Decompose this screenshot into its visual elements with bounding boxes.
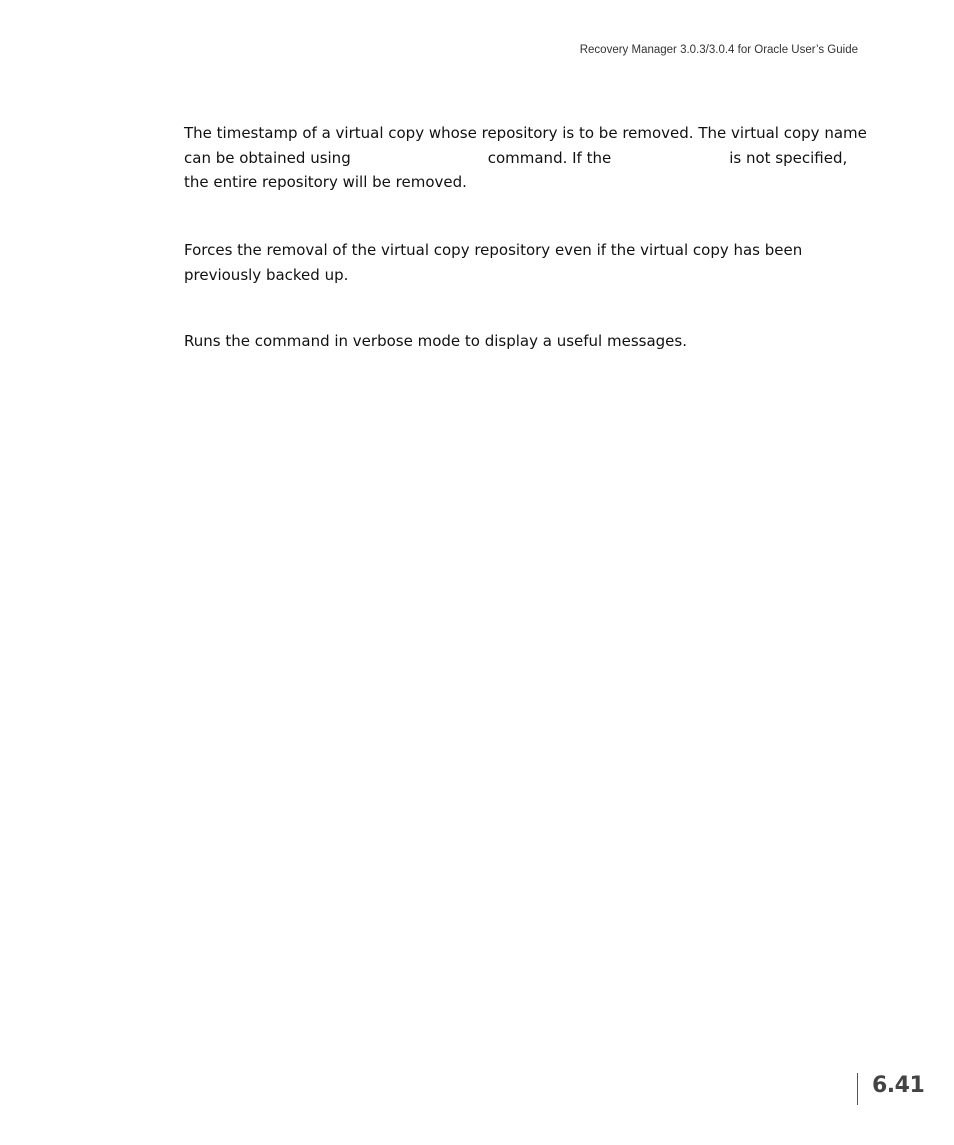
paragraph-line: The timestamp of a virtual copy whose repository is to be removed. The virtual copy name bbox=[184, 124, 867, 142]
text-fragment: can be obtained using bbox=[184, 148, 351, 167]
paragraph-line bbox=[184, 146, 864, 171]
paragraph-line: Runs the command in verbose mode to display a useful messages. bbox=[184, 332, 687, 350]
timestamp-option-description bbox=[184, 121, 867, 195]
verbose-option-description bbox=[184, 329, 864, 354]
page-number: 6.41 bbox=[872, 1073, 925, 1098]
paragraph-line: Forces the removal of the virtual copy repository even if the virtual copy has been bbox=[184, 241, 803, 259]
running-header: Recovery Manager 3.0.3/3.0.4 for Oracle User’s Guide bbox=[579, 44, 858, 56]
paragraph-line: previously backed up. bbox=[184, 265, 349, 284]
force-option-description bbox=[184, 238, 864, 287]
paragraph-line: the entire repository will be removed. bbox=[184, 173, 467, 191]
text-fragment: is not specified, bbox=[729, 148, 848, 167]
page-number-divider bbox=[857, 1073, 858, 1105]
text-fragment: command. If the bbox=[487, 148, 612, 167]
